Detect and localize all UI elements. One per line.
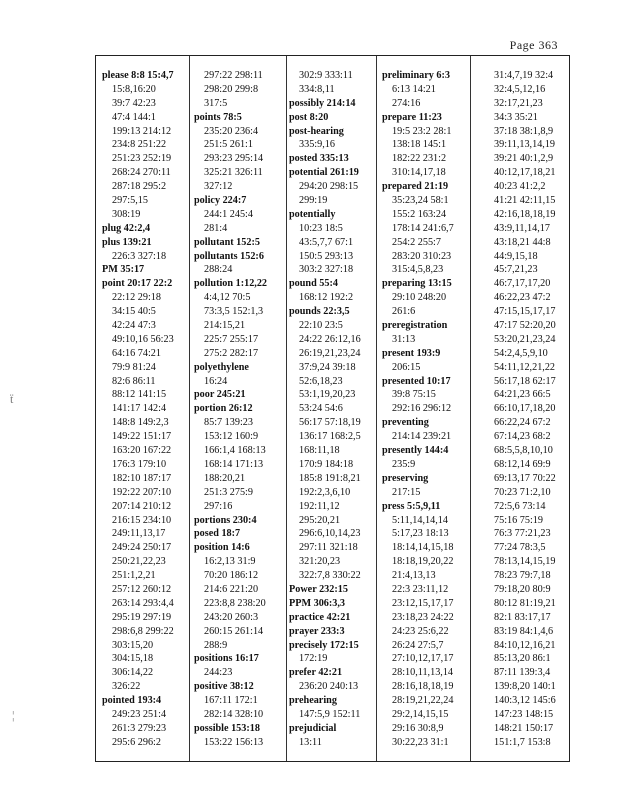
index-reference-line: 326:22	[112, 681, 141, 693]
index-reference-line: 321:20,23	[299, 556, 341, 568]
index-reference-line: 147:5,9 152:11	[299, 708, 361, 720]
index-reference-line: 150:5 293:13	[299, 250, 354, 262]
index-reference-line: 66:22,24 67:2	[494, 417, 551, 429]
index-reference-line: 44:9,15,18	[494, 250, 538, 262]
index-reference-line: 251:3 275:9	[204, 486, 253, 498]
index-reference-line: 192:11,12	[299, 500, 340, 512]
index-reference-line: 251:5 261:1	[204, 139, 253, 151]
index-headword-entry: prayer 233:3	[289, 625, 345, 637]
index-reference-line: 334:8,11	[299, 83, 335, 95]
index-reference-line: 28:16,18,18,19	[392, 681, 454, 693]
index-reference-line: 24:22 26:12,16	[299, 333, 361, 345]
index-reference-line: 288:24	[204, 264, 233, 276]
index-reference-line: 79:9 81:24	[112, 361, 156, 373]
index-reference-line: 82:1 83:17,17	[494, 611, 551, 623]
index-column-5	[484, 69, 576, 750]
index-reference-line: 22:10 23:5	[299, 320, 343, 332]
index-reference-line: 294:20 298:15	[299, 181, 359, 193]
index-headword-entry: pollutant 152:5	[194, 236, 260, 248]
index-reference-line: 176:3 179:10	[112, 458, 167, 470]
index-reference-line: 29:10 248:20	[392, 292, 447, 304]
index-reference-line: 155:2 163:24	[392, 208, 447, 220]
index-reference-line: 79:18,20 80:9	[494, 583, 551, 595]
index-reference-line: 207:14 210:12	[112, 500, 172, 512]
index-headword-entry: post-hearing	[289, 125, 344, 137]
index-reference-line: 257:12 260:12	[112, 583, 172, 595]
index-reference-line: 53:20,21,23,24	[494, 333, 556, 345]
index-reference-line: 235:9	[392, 458, 416, 470]
index-reference-line: 147:23 148:15	[494, 708, 554, 720]
index-reference-line: 306:14,22	[112, 667, 154, 679]
index-reference-line: 192:2,3,6,10	[299, 486, 351, 498]
index-reference-line: 10:23 18:5	[299, 222, 343, 234]
index-headword-entry: plus 139:21	[102, 236, 152, 248]
index-reference-line: 250:21,22,23	[112, 556, 166, 568]
index-headword-entry: preliminary 6:3	[382, 70, 451, 81]
index-reference-line: 40:23 41:2,2	[494, 181, 546, 193]
index-reference-line: 136:17 168:2,5	[299, 431, 361, 443]
index-reference-line: 47:17 52:20,20	[494, 320, 556, 332]
index-reference-line: 225:7 255:17	[204, 333, 259, 345]
index-reference-line: 39:11,13,14,19	[494, 139, 556, 151]
index-reference-line: 28:10,11,13,14	[392, 667, 454, 679]
index-reference-line: 254:2 255:7	[392, 236, 441, 248]
index-reference-line: 73:3,5 152:1,3	[204, 306, 264, 318]
index-reference-line: 19:5 23:2 28:1	[392, 125, 452, 137]
index-reference-line: 70:23 71:2,10	[494, 486, 551, 498]
index-reference-line: 234:8 251:22	[112, 139, 167, 151]
index-reference-line: 226:3 327:18	[112, 250, 167, 262]
index-reference-line: 28:19,21,22,24	[392, 695, 454, 707]
index-reference-line: 77:24 78:3,5	[494, 542, 546, 554]
index-reference-line: 298:20 299:8	[204, 83, 259, 95]
index-headword-entry: prehearing	[289, 695, 337, 707]
index-reference-line: 39:7 42:23	[112, 97, 156, 109]
index-reference-line: 72:5,6 73:14	[494, 500, 546, 512]
index-headword-entry: press 5:5,9,11	[382, 500, 441, 512]
index-column-4	[382, 69, 474, 750]
index-reference-line: 31:13	[392, 333, 416, 345]
index-headword-entry: presented 10:17	[382, 375, 451, 387]
index-headword-entry: prejudicial	[289, 722, 337, 734]
index-reference-line: 274:16	[392, 97, 421, 109]
index-reference-line: 249:23 251:4	[112, 708, 167, 720]
index-reference-line: 82:6 86:11	[112, 375, 156, 387]
index-reference-line: 308:19	[112, 208, 141, 220]
index-reference-line: 251:1,2,21	[112, 570, 156, 582]
index-reference-line: 32:17,21,23	[494, 97, 543, 109]
index-reference-line: 18:18,19,20,22	[392, 556, 454, 568]
index-reference-line: 261:6	[392, 306, 416, 318]
index-reference-line: 244:23	[204, 667, 233, 679]
index-reference-line: 47:4 144:1	[112, 111, 156, 123]
index-reference-line: 68:12,14 69:9	[494, 458, 551, 470]
index-reference-line: 199:13 214:12	[112, 125, 172, 137]
index-reference-line: 214:6 221:20	[204, 583, 259, 595]
index-reference-line: 39:8 75:15	[392, 389, 436, 401]
index-reference-line: 83:19 84:1,4,6	[494, 625, 554, 637]
index-reference-line: 297:16	[204, 500, 233, 512]
index-reference-line: 22:3 23:11,12	[392, 583, 449, 595]
index-headword-entry: posted 335:13	[289, 153, 349, 165]
index-headword-entry: point 20:17 22:2	[102, 278, 173, 290]
index-column-1	[102, 69, 194, 750]
index-reference-line: 223:8,8 238:20	[204, 597, 266, 609]
index-headword-entry: pointed 193:4	[102, 695, 162, 707]
index-column-2	[194, 69, 286, 750]
index-reference-line: 295:6 296:2	[112, 736, 161, 748]
index-headword-entry: practice 42:21	[289, 611, 351, 623]
index-reference-line: 41:21 42:11,15	[494, 195, 556, 207]
index-reference-line: 70:20 186:12	[204, 570, 259, 582]
index-reference-line: 303:15,20	[112, 639, 154, 651]
index-headword-entry: prefer 42:21	[289, 667, 343, 679]
index-reference-line: 214:15,21	[204, 320, 246, 332]
index-reference-line: 249:24 250:17	[112, 542, 172, 554]
index-headword-entry: posed 18:7	[194, 528, 241, 540]
index-reference-line: 26:19,21,23,24	[299, 347, 361, 359]
index-reference-line: 32:4,5,12,16	[494, 83, 546, 95]
index-reference-line: 315:4,5,8,23	[392, 264, 444, 276]
index-reference-line: 141:17 142:4	[112, 403, 167, 415]
index-reference-line: 182:22 231:2	[392, 153, 447, 165]
index-reference-line: 16:24	[204, 375, 228, 387]
index-reference-line: 6:13 14:21	[392, 83, 436, 95]
margin-mark-2: ¦	[12, 708, 15, 722]
index-headword-entry: preparing 13:15	[382, 278, 452, 290]
index-reference-line: 153:12 160:9	[204, 431, 259, 443]
index-headword-entry: portions 230:4	[194, 514, 257, 526]
index-reference-line: 268:24 270:11	[112, 167, 171, 179]
index-reference-line: 56:17 57:18,19	[299, 417, 361, 429]
index-reference-line: 275:2 282:17	[204, 347, 259, 359]
index-reference-line: 87:11 139:3,4	[494, 667, 551, 679]
index-reference-line: 26:24 27:5,7	[392, 639, 444, 651]
index-reference-line: 148:21 150:17	[494, 722, 554, 734]
index-reference-line: 5:17,23 18:13	[392, 528, 449, 540]
index-reference-line: 214:14 239:21	[392, 431, 452, 443]
index-reference-line: 29:2,14,15,15	[392, 708, 449, 720]
index-reference-line: 45:7,21,23	[494, 264, 538, 276]
index-reference-line: 178:14 241:6,7	[392, 222, 454, 234]
index-reference-line: 42:16,18,18,19	[494, 208, 556, 220]
index-headword-entry: post 8:20	[289, 111, 329, 123]
index-reference-line: 298:6,8 299:22	[112, 625, 174, 637]
index-reference-line: 281:4	[204, 222, 228, 234]
index-reference-line: 27:10,12,17,17	[392, 653, 454, 665]
index-headword-entry: potentially	[289, 208, 336, 220]
index-headword-entry: presently 144:4	[382, 445, 449, 457]
index-headword-entry: prepared 21:19	[382, 181, 449, 193]
index-reference-line: 88:12 141:15	[112, 389, 167, 401]
index-reference-line: 22:12 29:18	[112, 292, 161, 304]
index-reference-line: 168:12 192:2	[299, 292, 354, 304]
index-reference-line: 23:18,23 24:22	[392, 611, 454, 623]
index-reference-line: 64:16 74:21	[112, 347, 161, 359]
index-reference-line: 327:12	[204, 181, 233, 193]
index-reference-line: 236:20 240:13	[299, 681, 359, 693]
index-reference-line: 85:13,20 86:1	[494, 653, 551, 665]
index-reference-line: 18:14,14,15,18	[392, 542, 454, 554]
index-reference-line: 52:6,18,23	[299, 375, 343, 387]
index-reference-line: 21:4,13,13	[392, 570, 436, 582]
index-reference-line: 166:1,4 168:13	[204, 445, 266, 457]
index-reference-line: 54:2,4,5,9,10	[494, 347, 548, 359]
index-headword-entry: potential 261:19	[289, 167, 359, 179]
index-reference-line: 185:8 191:8,21	[299, 472, 361, 484]
index-reference-line: 43:18,21 44:8	[494, 236, 551, 248]
index-reference-line: 56:17,18 62:17	[494, 375, 556, 387]
index-headword-entry: preregistration	[382, 320, 448, 332]
index-headword-entry: preventing	[382, 417, 429, 429]
index-reference-line: 251:23 252:19	[112, 153, 172, 165]
index-reference-line: 260:15 261:14	[204, 625, 264, 637]
index-reference-line: 34:15 40:5	[112, 306, 156, 318]
index-reference-line: 24:23 25:6,22	[392, 625, 449, 637]
index-headword-entry: poor 245:21	[194, 389, 246, 401]
index-reference-line: 188:20,21	[204, 472, 246, 484]
index-reference-line: 167:11 172:1	[204, 695, 258, 707]
index-reference-line: 293:23 295:14	[204, 153, 264, 165]
index-reference-line: 84:10,12,16,21	[494, 639, 556, 651]
index-reference-line: 49:10,16 56:23	[112, 333, 174, 345]
index-headword-entry: positions 16:17	[194, 653, 259, 665]
index-reference-line: 46:7,17,17,20	[494, 278, 551, 290]
index-reference-line: 40:12,17,18,21	[494, 167, 556, 179]
index-reference-line: 43:9,11,14,17	[494, 222, 550, 234]
index-headword-entry: precisely 172:15	[289, 639, 359, 651]
index-reference-line: 303:2 327:18	[299, 264, 354, 276]
index-reference-line: 172:19	[299, 653, 328, 665]
index-reference-line: 16:2,13 31:9	[204, 556, 256, 568]
index-reference-line: 325:21 326:11	[204, 167, 263, 179]
index-reference-line: 304:15,18	[112, 653, 154, 665]
index-reference-line: 64:21,23 66:5	[494, 389, 551, 401]
index-reference-line: 80:12 81:19,21	[494, 597, 556, 609]
index-reference-line: 322:7,8 330:22	[299, 570, 361, 582]
index-reference-line: 5:11,14,14,14	[392, 514, 448, 526]
index-headword-entry: prepare 11:23	[382, 111, 442, 123]
index-headword-entry: possibly 214:14	[289, 97, 356, 109]
index-reference-line: 46:22,23 47:2	[494, 292, 551, 304]
index-reference-line: 85:7 139:23	[204, 417, 253, 429]
index-headword-entry: pounds 22:3,5	[289, 306, 350, 318]
index-reference-line: 138:18 145:1	[392, 139, 447, 151]
index-headword-entry: present 193:9	[382, 347, 441, 359]
index-headword-entry: pollution 1:12,22	[194, 278, 268, 290]
index-reference-line: 34:3 35:21	[494, 111, 538, 123]
index-reference-line: 192:22 207:10	[112, 486, 172, 498]
index-reference-line: 297:5,15	[112, 195, 148, 207]
index-reference-line: 297:11 321:18	[299, 542, 358, 554]
index-reference-line: 23:12,15,17,17	[392, 597, 454, 609]
index-reference-line: 244:1 245:4	[204, 208, 253, 220]
index-headword-entry: policy 224:7	[194, 195, 247, 207]
index-reference-line: 13:11	[299, 736, 322, 748]
index-reference-line: 69:13,17 70:22	[494, 472, 556, 484]
index-reference-line: 283:20 310:23	[392, 250, 452, 262]
index-reference-line: 302:9 333:11	[299, 70, 353, 81]
index-reference-line: 295:19 297:19	[112, 611, 172, 623]
index-column-3	[289, 69, 381, 750]
index-reference-line: 76:3 77:21,23	[494, 528, 551, 540]
index-reference-line: 43:5,7,7 67:1	[299, 236, 354, 248]
index-reference-line: 288:9	[204, 639, 228, 651]
index-frame	[95, 55, 570, 762]
index-reference-line: 282:14 328:10	[204, 708, 264, 720]
column-divider	[286, 56, 287, 761]
index-reference-line: 217:15	[392, 486, 421, 498]
index-headword-entry: pollutants 152:6	[194, 250, 264, 262]
index-reference-line: 170:9 184:18	[299, 458, 354, 470]
index-reference-line: 35:23,24 58:1	[392, 195, 449, 207]
index-reference-line: 29:16 30:8,9	[392, 722, 444, 734]
margin-mark-1: ẗ	[10, 392, 14, 406]
index-reference-line: 37:18 38:1,8,9	[494, 125, 554, 137]
index-reference-line: 53:1,19,20,23	[299, 389, 356, 401]
index-reference-line: 78:13,14,15,19	[494, 556, 556, 568]
index-reference-line: 216:15 234:10	[112, 514, 172, 526]
index-reference-line: 149:22 151:17	[112, 431, 172, 443]
index-reference-line: 151:1,7 153:8	[494, 736, 551, 748]
index-reference-line: 148:8 149:2,3	[112, 417, 169, 429]
index-reference-line: 163:20 167:22	[112, 445, 172, 457]
index-reference-line: 66:10,17,18,20	[494, 403, 556, 415]
index-reference-line: 53:24 54:6	[299, 403, 343, 415]
index-headword-entry: PM 35:17	[102, 264, 145, 276]
index-reference-line: 168:11,18	[299, 445, 340, 457]
index-reference-line: 39:21 40:1,2,9	[494, 153, 554, 165]
index-reference-line: 182:10 187:17	[112, 472, 172, 484]
index-reference-line: 296:6,10,14,23	[299, 528, 361, 540]
index-headword-entry: positive 38:12	[194, 681, 254, 693]
index-reference-line: 78:23 79:7,18	[494, 570, 551, 582]
page-number: Page 363	[509, 38, 558, 52]
index-reference-line: 206:15	[392, 361, 421, 373]
index-reference-line: 42:24 47:3	[112, 320, 156, 332]
index-reference-line: 310:14,17,18	[392, 167, 446, 179]
index-reference-line: 335:9,16	[299, 139, 335, 151]
index-reference-line: 263:14 293:4,4	[112, 597, 174, 609]
index-headword-entry: preserving	[382, 472, 429, 484]
index-reference-line: 261:3 279:23	[112, 722, 167, 734]
index-reference-line: 140:3,12 145:6	[494, 695, 556, 707]
index-headword-entry: plug 42:2,4	[102, 222, 151, 234]
index-reference-line: 297:22 298:11	[204, 70, 263, 81]
index-reference-line: 287:18 295:2	[112, 181, 167, 193]
index-headword-entry: PPM 306:3,3	[289, 597, 346, 609]
index-headword-entry: possible 153:18	[194, 722, 260, 734]
index-reference-line: 37:9,24 39:18	[299, 361, 356, 373]
index-reference-line: 292:16 296:12	[392, 403, 452, 415]
index-reference-line: 153:22 156:13	[204, 736, 264, 748]
index-reference-line: 243:20 260:3	[204, 611, 259, 623]
index-reference-line: 31:4,7,19 32:4	[494, 70, 554, 81]
index-headword-entry: position 14:6	[194, 542, 250, 554]
index-reference-line: 67:14,23 68:2	[494, 431, 551, 443]
index-headword-entry: points 78:5	[194, 111, 242, 123]
index-reference-line: 168:14 171:13	[204, 458, 264, 470]
index-reference-line: 4:4,12 70:5	[204, 292, 251, 304]
index-reference-line: 235:20 236:4	[204, 125, 259, 137]
index-headword-entry: polyethylene	[194, 361, 249, 373]
index-reference-line: 317:5	[204, 97, 228, 109]
index-reference-line: 54:11,12,21,22	[494, 361, 556, 373]
index-reference-line: 295:20,21	[299, 514, 341, 526]
index-reference-line: 75:16 75:19	[494, 514, 543, 526]
index-headword-entry: please 8:8 15:4,7	[102, 70, 174, 81]
index-headword-entry: Power 232:15	[289, 583, 348, 595]
index-reference-line: 15:8,16:20	[112, 83, 156, 95]
index-reference-line: 68:5,5,8,10,10	[494, 445, 553, 457]
index-headword-entry: pound 55:4	[289, 278, 338, 290]
index-reference-line: 299:19	[299, 195, 328, 207]
index-reference-line: 139:8,20 140:1	[494, 681, 556, 693]
index-reference-line: 47:15,15,17,17	[494, 306, 556, 318]
index-reference-line: 249:11,13,17	[112, 528, 166, 540]
index-reference-line: 30:22,23 31:1	[392, 736, 449, 748]
index-headword-entry: portion 26:12	[194, 403, 253, 415]
